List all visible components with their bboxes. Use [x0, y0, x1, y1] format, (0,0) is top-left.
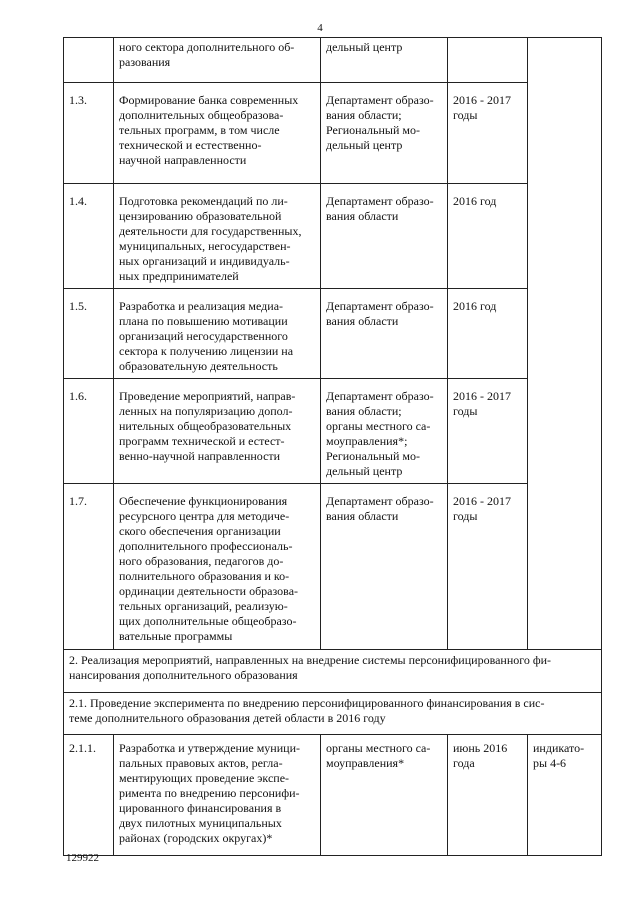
- responsible-text: [321, 38, 448, 83]
- table-row: [64, 38, 602, 83]
- indicator-cell: [528, 184, 602, 289]
- term-text-line: годы: [453, 509, 478, 523]
- responsible-text-line: органы местного са-: [326, 741, 431, 755]
- document-code: 129922: [66, 852, 99, 864]
- activity-text-line: полнительного образования и ко-: [119, 569, 290, 583]
- activity-text-line: Разработка и утверждение муници-: [119, 741, 300, 755]
- responsible-text: [321, 184, 448, 289]
- activity-text-line: образовательную деятельность: [119, 359, 278, 373]
- indicator-cell: [528, 379, 602, 484]
- indicator-text: [528, 735, 602, 856]
- responsible-text-line: моуправления*;: [326, 434, 408, 448]
- activity-text-line: венно-научной направленности: [119, 449, 281, 463]
- responsible-text-line: вания области: [326, 209, 399, 223]
- responsible-text-line: вания области;: [326, 108, 402, 122]
- responsible-text: [321, 379, 448, 484]
- responsible-text-line: вания области: [326, 314, 399, 328]
- activity-text-line: ного образования, педагогов до-: [119, 554, 284, 568]
- term-text: [448, 484, 528, 650]
- activity-text-line: районах (городских округах)*: [119, 831, 273, 845]
- table-row: [64, 289, 602, 379]
- term-text-line: 2016 - 2017: [453, 494, 511, 508]
- responsible-text: [321, 484, 448, 650]
- responsible-text-line: дельный центр: [326, 138, 403, 152]
- section-heading-2: [64, 650, 602, 693]
- responsible-text-line: Департамент образо-: [326, 299, 434, 313]
- activity-text-line: научной направленности: [119, 153, 247, 167]
- term-text-line: 2016 - 2017: [453, 389, 511, 403]
- activity-text-line: программ технической и естест-: [119, 434, 285, 448]
- responsible-text-line: Региональный мо-: [326, 123, 420, 137]
- activity-text: [114, 735, 321, 856]
- activity-text-line: двух пилотных муниципальных: [119, 816, 282, 830]
- section-row: [64, 650, 602, 693]
- activity-text: [114, 379, 321, 484]
- responsible-text-line: органы местного са-: [326, 419, 431, 433]
- activity-text-line: цированного финансирования в: [119, 801, 282, 815]
- responsible-text: [321, 83, 448, 184]
- responsible-text-line: Департамент образо-: [326, 494, 434, 508]
- activity-text: [114, 184, 321, 289]
- activity-text-line: нительных общеобразовательных: [119, 419, 292, 433]
- table-row: [64, 379, 602, 484]
- item-number: 2.1.1.: [64, 735, 114, 856]
- activity-text-line: ного сектора дополнительного об-: [119, 40, 295, 54]
- item-number: 1.4.: [64, 184, 114, 289]
- table-row: [64, 484, 602, 650]
- activity-text: [114, 289, 321, 379]
- activity-text-line: дополнительных общеобразова-: [119, 108, 284, 122]
- section-heading-2-1-line: теме дополнительного образования детей области в 2016 году: [69, 711, 386, 725]
- activity-text-line: Обеспечение функционирования: [119, 494, 288, 508]
- activity-text-line: тельных организаций, реализую-: [119, 599, 288, 613]
- activity-text-line: разования: [119, 55, 171, 69]
- activity-text-line: организаций негосударственного: [119, 329, 288, 343]
- section-heading-2-line: 2. Реализация мероприятий, направленных на внедрение системы персонифицированного фи-: [69, 653, 552, 667]
- term-text-line: года: [453, 756, 475, 770]
- responsible-text: [321, 289, 448, 379]
- section-heading-2-1-line: 2.1. Проведение эксперимента по внедрению персонифицированного финансирования в сис-: [69, 696, 545, 710]
- term-text-line: годы: [453, 404, 478, 418]
- term-text-line: июнь 2016: [453, 741, 508, 755]
- activity-text-line: Формирование банка современных: [119, 93, 299, 107]
- term-text: [448, 379, 528, 484]
- term-text: [448, 83, 528, 184]
- item-number: [64, 38, 114, 83]
- activity-text-line: пальных правовых актов, регла-: [119, 756, 283, 770]
- section-heading-2-1: [64, 693, 602, 735]
- section-heading-2-line: нансирования дополнительного образования: [69, 668, 298, 682]
- responsible-text-line: Департамент образо-: [326, 389, 434, 403]
- activity-text-line: ных организаций и индивидуаль-: [119, 254, 290, 268]
- indicator-text-line: ры 4-6: [533, 756, 567, 770]
- activity-text-line: Разработка и реализация медиа-: [119, 299, 284, 313]
- activity-text-line: Подготовка рекомендаций по ли-: [119, 194, 288, 208]
- activity-text-line: ординации деятельности образова-: [119, 584, 299, 598]
- activity-text-line: тельных программ, в том числе: [119, 123, 280, 137]
- activity-text-line: вательные программы: [119, 629, 233, 643]
- responsible-text-line: вания области: [326, 509, 399, 523]
- term-text: [448, 38, 528, 83]
- page-number: 4: [317, 22, 323, 34]
- activity-text-line: технической и естественно-: [119, 138, 262, 152]
- indicator-cell: [528, 484, 602, 650]
- activity-text-line: щих дополнительные общеобразо-: [119, 614, 297, 628]
- responsible-text-line: дельный центр: [326, 40, 403, 54]
- indicator-cell: [528, 289, 602, 379]
- responsible-text-line: Региональный мо-: [326, 449, 420, 463]
- term-text-line: 2016 год: [453, 194, 497, 208]
- item-number: 1.5.: [64, 289, 114, 379]
- responsible-text-line: дельный центр: [326, 464, 403, 478]
- item-number: 1.7.: [64, 484, 114, 650]
- item-number: 1.6.: [64, 379, 114, 484]
- table-row: [64, 83, 602, 184]
- indicator-cell: [528, 83, 602, 184]
- activity-text-line: ского обеспечения организации: [119, 524, 281, 538]
- activity-text-line: сектора к получению лицензии на: [119, 344, 294, 358]
- responsible-text-line: вания области;: [326, 404, 402, 418]
- activity-text-line: муниципальных, негосударствен-: [119, 239, 291, 253]
- indicator-text-line: индикато-: [533, 741, 585, 755]
- table-row: [64, 735, 602, 856]
- plan-table: [63, 37, 602, 856]
- term-text: [448, 184, 528, 289]
- term-text-line: годы: [453, 108, 478, 122]
- indicator-cell: [528, 38, 602, 83]
- item-number: 1.3.: [64, 83, 114, 184]
- activity-text-line: дополнительного профессиональ-: [119, 539, 293, 553]
- responsible-text-line: Департамент образо-: [326, 93, 434, 107]
- section-row: [64, 693, 602, 735]
- activity-text-line: Проведение мероприятий, направ-: [119, 389, 296, 403]
- activity-text: [114, 484, 321, 650]
- activity-text-line: ресурсного центра для методиче-: [119, 509, 290, 523]
- activity-text-line: плана по повышению мотивации: [119, 314, 288, 328]
- term-text-line: 2016 - 2017: [453, 93, 511, 107]
- table-row: [64, 184, 602, 289]
- activity-text-line: ментирующих проведение экспе-: [119, 771, 290, 785]
- activity-text-line: деятельности для государственных,: [119, 224, 302, 238]
- activity-text: [114, 38, 321, 83]
- activity-text-line: цензированию образовательной: [119, 209, 282, 223]
- activity-text-line: римента по внедрению персонифи-: [119, 786, 300, 800]
- responsible-text-line: моуправления*: [326, 756, 405, 770]
- activity-text-line: ленных на популяризацию допол-: [119, 404, 293, 418]
- responsible-text: [321, 735, 448, 856]
- term-text: [448, 735, 528, 856]
- term-text: [448, 289, 528, 379]
- activity-text: [114, 83, 321, 184]
- activity-text-line: ных предпринимателей: [119, 269, 239, 283]
- term-text-line: 2016 год: [453, 299, 497, 313]
- responsible-text-line: Департамент образо-: [326, 194, 434, 208]
